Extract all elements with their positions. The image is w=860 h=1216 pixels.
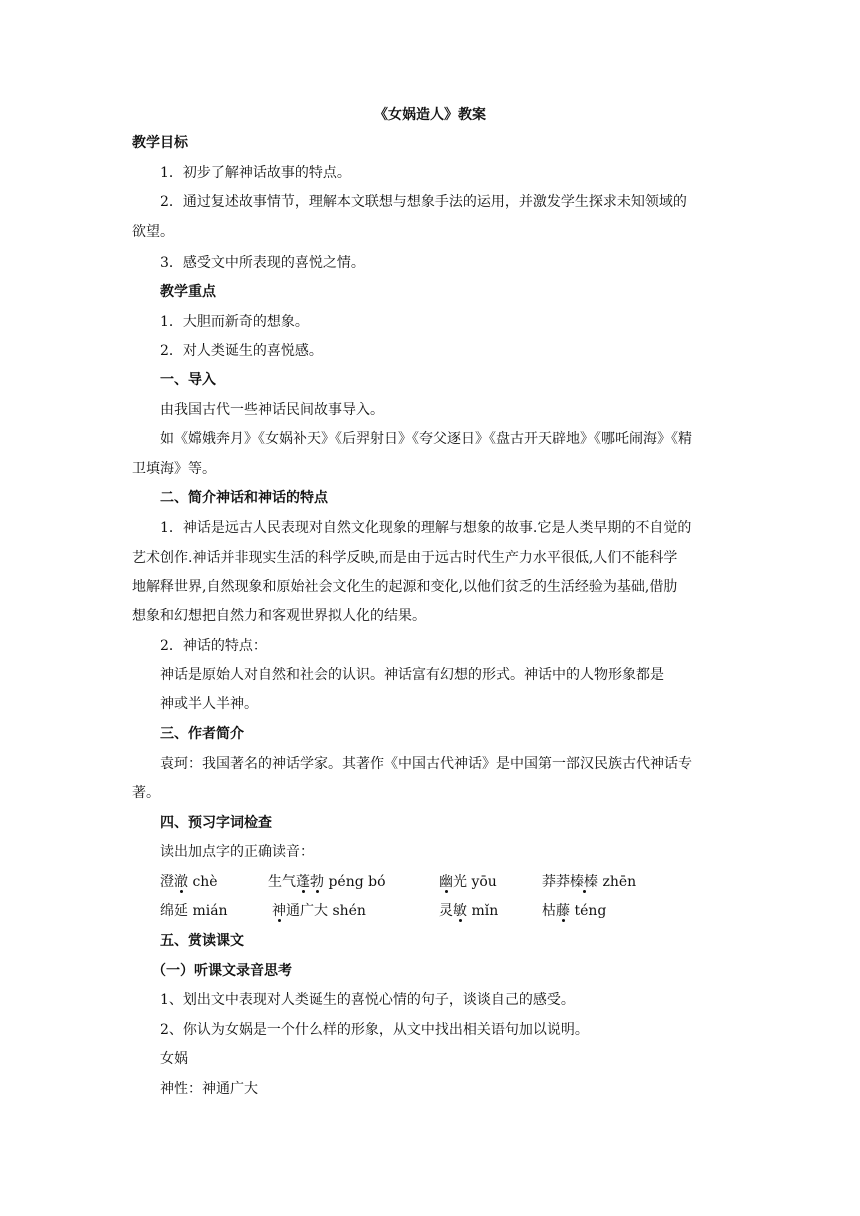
dotted-char: 勃 [310, 874, 324, 890]
author-para: 袁珂：我国著名的神话学家。其著作《中国古代神话》是中国第一部汉民族古代神话专 [160, 756, 692, 772]
word-item-shentong: 神通广大 shén [272, 903, 366, 919]
dotted-char: 澈 [174, 874, 188, 890]
myth-para-3: 神话是原始人对自然和社会的认识。神话富有幻想的形式。神话中的人物形象都是 [160, 667, 664, 683]
word-item-zhen: 莽莽榛榛 zhēn [542, 874, 637, 890]
key-item-1: 1．大胆而新奇的想象。 [160, 314, 309, 330]
heading-appreciation: 五、赏读课文 [160, 933, 244, 949]
word-item-mianyan: 绵延 mián [160, 903, 228, 919]
subheading-listen: （一）听课文录音思考 [152, 963, 292, 979]
myth-para-2: 2．神话的特点： [160, 638, 267, 654]
goal-item-1: 1．初步了解神话故事的特点。 [160, 165, 351, 181]
dotted-char: 藤 [556, 903, 570, 919]
nuwa-label: 女娲 [160, 1051, 188, 1067]
dotted-char: 榛榛 [570, 874, 598, 890]
myth-para-3-cont: 神或半人半神。 [160, 696, 258, 712]
word-item-chengche: 澄澈 chè [160, 874, 218, 890]
dotted-char: 敏 [453, 903, 467, 919]
word-check-prompt: 读出加点字的正确读音： [160, 844, 314, 860]
key-item-2: 2．对人类诞生的喜悦感。 [160, 343, 323, 359]
heading-author: 三、作者简介 [160, 726, 244, 742]
author-para-cont: 著。 [132, 785, 160, 801]
word-item-kuteng: 枯藤 téng [542, 903, 607, 919]
heading-intro: 一、导入 [160, 372, 216, 388]
myth-para-1-line-4: 想象和幻想把自然力和客观世界拟人化的结果。 [132, 608, 426, 624]
heading-myth-intro: 二、简介神话和神话的特点 [160, 490, 328, 506]
intro-para-2: 如《嫦娥奔月》《女娲补天》《后羿射日》《夸父逐日》《盘古开天辟地》《哪吒闹海》《精 [160, 431, 692, 447]
dotted-char: 神 [272, 903, 286, 919]
heading-teaching-key: 教学重点 [160, 284, 216, 300]
word-item-pengbo: 生气蓬勃 péng bó [268, 874, 386, 890]
heading-word-check: 四、预习字词检查 [160, 815, 272, 831]
goal-item-2: 2．通过复述故事情节，理解本文联想与想象手法的运用，并激发学生探求未知领域的 [160, 194, 687, 210]
question-2: 2、你认为女娲是一个什么样的形象，从文中找出相关语句加以说明。 [160, 1022, 589, 1038]
myth-para-1-line-3: 地解释世界,自然现象和原始社会文化生的起源和变化,以他们贫乏的生活经验为基础,借肋 [132, 579, 678, 595]
myth-para-1: 1．神话是远古人民表现对自然文化现象的理解与想象的故事.它是人类早期的不自觉的 [160, 520, 692, 536]
word-item-youguang: 幽光 yōu [439, 874, 497, 890]
divinity-line: 神性：神通广大 [160, 1081, 258, 1097]
goal-item-3: 3．感受文中所表现的喜悦之情。 [160, 255, 365, 271]
document-title: 《女娲造人》教案 [374, 107, 486, 123]
heading-teaching-goals: 教学目标 [132, 135, 188, 151]
word-item-lingmin: 灵敏 mǐn [439, 903, 499, 919]
dotted-char: 蓬 [296, 874, 310, 890]
question-1: 1、划出文中表现对人类诞生的喜悦心情的句子，谈谈自己的感受。 [160, 992, 575, 1008]
intro-para-2-cont: 卫填海》等。 [132, 461, 216, 477]
goal-item-2-cont: 欲望。 [132, 224, 174, 240]
intro-para-1: 由我国古代一些神话民间故事导入。 [160, 402, 384, 418]
myth-para-1-line-2: 艺术创作.神话并非现实生活的科学反映,而是由于远古时代生产力水平很低,人们不能科学 [132, 550, 678, 566]
dotted-char: 幽 [439, 874, 453, 890]
